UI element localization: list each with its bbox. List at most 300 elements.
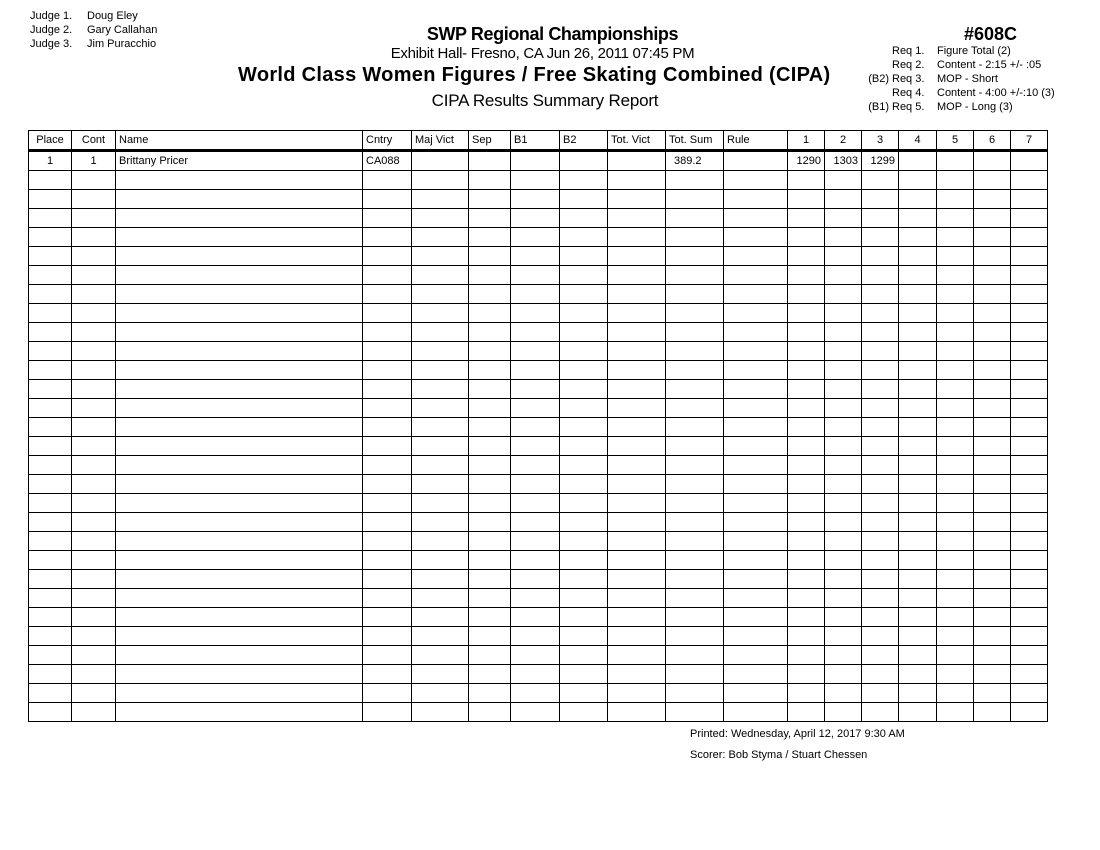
- table-cell: [363, 361, 412, 380]
- column-header: Tot. Vict: [608, 131, 666, 151]
- table-cell: [116, 304, 363, 323]
- table-cell: [862, 171, 899, 190]
- table-cell: [937, 513, 974, 532]
- table-cell: [560, 171, 608, 190]
- column-header: Place: [29, 131, 72, 151]
- table-cell: [1011, 247, 1048, 266]
- column-header: Tot. Sum: [666, 131, 724, 151]
- column-header: 6: [974, 131, 1011, 151]
- table-cell: [1011, 475, 1048, 494]
- table-cell: [511, 513, 560, 532]
- table-cell: [1011, 608, 1048, 627]
- table-row: [29, 665, 1048, 684]
- table-cell: [666, 437, 724, 456]
- table-cell: [412, 703, 469, 722]
- table-cell: [560, 646, 608, 665]
- table-cell: [116, 551, 363, 570]
- table-cell: [666, 513, 724, 532]
- table-cell: [937, 190, 974, 209]
- table-cell: [825, 228, 862, 247]
- table-cell: [560, 247, 608, 266]
- table-cell: [560, 266, 608, 285]
- table-cell: [608, 494, 666, 513]
- table-cell: [937, 171, 974, 190]
- table-cell: [974, 608, 1011, 627]
- column-header: Cntry: [363, 131, 412, 151]
- table-cell: [412, 228, 469, 247]
- table-cell: [788, 589, 825, 608]
- table-cell: [469, 494, 511, 513]
- table-header-row: [29, 131, 1048, 151]
- table-cell: [116, 608, 363, 627]
- table-cell: [974, 551, 1011, 570]
- table-cell: [412, 475, 469, 494]
- table-cell: [116, 570, 363, 589]
- table-cell: [511, 285, 560, 304]
- table-cell: [862, 437, 899, 456]
- table-cell: [788, 627, 825, 646]
- table-cell: [116, 399, 363, 418]
- table-cell: [29, 513, 72, 532]
- table-cell: [788, 342, 825, 361]
- table-cell: [511, 342, 560, 361]
- table-cell: [72, 437, 116, 456]
- table-cell: [412, 171, 469, 190]
- table-cell: [937, 665, 974, 684]
- table-cell: [29, 475, 72, 494]
- table-cell: [724, 475, 788, 494]
- table-cell: [363, 418, 412, 437]
- table-cell: [899, 437, 937, 456]
- table-cell: [363, 247, 412, 266]
- table-cell: [469, 361, 511, 380]
- table-cell: [29, 209, 72, 228]
- table-cell: [511, 151, 560, 171]
- table-cell: [608, 171, 666, 190]
- table-cell: [72, 266, 116, 285]
- table-cell: [974, 380, 1011, 399]
- table-cell: [666, 532, 724, 551]
- table-cell: [1011, 570, 1048, 589]
- table-cell: [29, 608, 72, 627]
- table-cell: [72, 456, 116, 475]
- table-cell: [608, 570, 666, 589]
- table-cell: [29, 456, 72, 475]
- table-cell: [666, 494, 724, 513]
- table-cell: [560, 627, 608, 646]
- table-cell: [862, 475, 899, 494]
- table-row: [29, 456, 1048, 475]
- table-cell: [511, 494, 560, 513]
- table-cell: [666, 380, 724, 399]
- table-cell: [862, 665, 899, 684]
- table-cell: [560, 418, 608, 437]
- table-cell: [1011, 551, 1048, 570]
- table-cell: [666, 190, 724, 209]
- table-cell: [666, 608, 724, 627]
- table-cell: [862, 627, 899, 646]
- table-cell: [560, 475, 608, 494]
- table-cell: [788, 418, 825, 437]
- table-cell: [1011, 665, 1048, 684]
- table-cell: [29, 304, 72, 323]
- table-cell: [1011, 171, 1048, 190]
- requirement-1: Req 1. Figure Total (2): [892, 45, 1011, 57]
- event-number: #608C: [964, 24, 1018, 44]
- table-cell: [937, 342, 974, 361]
- table-cell: [363, 323, 412, 342]
- table-cell: [825, 380, 862, 399]
- table-cell: [862, 551, 899, 570]
- table-cell: [116, 247, 363, 266]
- table-cell: [116, 190, 363, 209]
- table-cell: [1011, 399, 1048, 418]
- table-row: [29, 646, 1048, 665]
- table-cell: [469, 418, 511, 437]
- table-cell: [825, 437, 862, 456]
- table-cell: [363, 304, 412, 323]
- table-cell: [666, 247, 724, 266]
- table-cell: [862, 342, 899, 361]
- table-cell: 1299: [862, 151, 899, 171]
- table-cell: [974, 209, 1011, 228]
- table-cell: [608, 285, 666, 304]
- table-cell: [72, 418, 116, 437]
- table-cell: [825, 418, 862, 437]
- table-cell: [899, 380, 937, 399]
- table-cell: [825, 342, 862, 361]
- table-cell: [511, 608, 560, 627]
- table-cell: [412, 190, 469, 209]
- table-cell: [116, 361, 363, 380]
- table-cell: [862, 456, 899, 475]
- table-cell: [72, 361, 116, 380]
- table-cell: [1011, 151, 1048, 171]
- table-cell: [862, 190, 899, 209]
- table-cell: [862, 703, 899, 722]
- table-cell: [412, 513, 469, 532]
- table-cell: [974, 228, 1011, 247]
- table-cell: [937, 380, 974, 399]
- table-row: [29, 323, 1048, 342]
- table-cell: [974, 437, 1011, 456]
- table-cell: [974, 532, 1011, 551]
- table-cell: [825, 209, 862, 228]
- column-header: 3: [862, 131, 899, 151]
- table-cell: [469, 399, 511, 418]
- table-cell: [511, 589, 560, 608]
- table-cell: [862, 589, 899, 608]
- table-cell: [469, 285, 511, 304]
- table-cell: [724, 627, 788, 646]
- table-row: [29, 494, 1048, 513]
- table-cell: [899, 570, 937, 589]
- table-cell: [1011, 513, 1048, 532]
- table-cell: [511, 228, 560, 247]
- table-cell: [29, 190, 72, 209]
- table-cell: [72, 304, 116, 323]
- table-cell: [666, 209, 724, 228]
- table-cell: [862, 228, 899, 247]
- table-cell: [974, 589, 1011, 608]
- table-cell: [412, 304, 469, 323]
- table-cell: [666, 570, 724, 589]
- table-cell: [72, 475, 116, 494]
- table-cell: [72, 513, 116, 532]
- table-cell: [899, 399, 937, 418]
- table-cell: [560, 551, 608, 570]
- table-cell: [469, 190, 511, 209]
- table-cell: [72, 228, 116, 247]
- table-row: [29, 437, 1048, 456]
- table-cell: [788, 703, 825, 722]
- table-cell: [72, 646, 116, 665]
- table-cell: [724, 190, 788, 209]
- table-cell: [937, 475, 974, 494]
- table-cell: [29, 627, 72, 646]
- table-cell: [469, 437, 511, 456]
- table-cell: [862, 684, 899, 703]
- table-cell: [825, 665, 862, 684]
- table-cell: [937, 228, 974, 247]
- table-cell: [469, 475, 511, 494]
- table-cell: [511, 304, 560, 323]
- table-cell: [724, 608, 788, 627]
- table-cell: [72, 323, 116, 342]
- table-row: [29, 228, 1048, 247]
- table-cell: [560, 399, 608, 418]
- table-cell: [666, 304, 724, 323]
- table-row: [29, 589, 1048, 608]
- judge-2: Judge 2. Gary Callahan: [30, 24, 158, 36]
- table-cell: [899, 475, 937, 494]
- table-cell: [788, 551, 825, 570]
- table-cell: [666, 475, 724, 494]
- table-cell: [560, 570, 608, 589]
- table-cell: [666, 361, 724, 380]
- table-cell: [788, 513, 825, 532]
- table-cell: [974, 151, 1011, 171]
- table-cell: [1011, 684, 1048, 703]
- table-cell: [560, 323, 608, 342]
- table-cell: [511, 570, 560, 589]
- table-cell: [511, 437, 560, 456]
- competition-title: SWP Regional Championships: [426, 24, 679, 44]
- table-cell: [469, 513, 511, 532]
- table-cell: [72, 190, 116, 209]
- column-header: Cont: [72, 131, 116, 151]
- table-row: [29, 266, 1048, 285]
- table-cell: [412, 209, 469, 228]
- table-cell: [974, 399, 1011, 418]
- table-cell: [72, 532, 116, 551]
- table-cell: [608, 437, 666, 456]
- table-cell: [72, 399, 116, 418]
- table-cell: [363, 703, 412, 722]
- table-cell: [469, 209, 511, 228]
- table-cell: [469, 703, 511, 722]
- table-cell: [560, 684, 608, 703]
- table-cell: [1011, 494, 1048, 513]
- table-cell: [29, 247, 72, 266]
- table-cell: [412, 646, 469, 665]
- table-cell: [363, 570, 412, 589]
- table-cell: [899, 646, 937, 665]
- requirements-list: [855, 44, 1055, 114]
- table-cell: [29, 494, 72, 513]
- table-cell: [511, 380, 560, 399]
- table-cell: [560, 304, 608, 323]
- table-cell: [666, 456, 724, 475]
- table-cell: [825, 513, 862, 532]
- table-cell: [469, 551, 511, 570]
- table-cell: [608, 190, 666, 209]
- table-cell: [29, 323, 72, 342]
- table-row: [29, 418, 1048, 437]
- report-title: CIPA Results Summary Report: [431, 91, 659, 110]
- table-cell: [469, 532, 511, 551]
- table-cell: [788, 646, 825, 665]
- table-cell: [608, 475, 666, 494]
- table-cell: [560, 190, 608, 209]
- table-cell: [788, 456, 825, 475]
- table-cell: [412, 380, 469, 399]
- table-cell: [363, 532, 412, 551]
- table-cell: [469, 380, 511, 399]
- table-cell: [469, 266, 511, 285]
- table-cell: [608, 304, 666, 323]
- table-cell: [116, 209, 363, 228]
- table-cell: [469, 456, 511, 475]
- table-cell: [608, 266, 666, 285]
- table-cell: [724, 684, 788, 703]
- table-cell: [511, 190, 560, 209]
- table-cell: [788, 399, 825, 418]
- table-cell: [937, 608, 974, 627]
- table-cell: [788, 684, 825, 703]
- table-cell: [608, 665, 666, 684]
- table-cell: [72, 703, 116, 722]
- table-cell: [72, 570, 116, 589]
- column-header: 5: [937, 131, 974, 151]
- table-cell: [469, 228, 511, 247]
- table-cell: [1011, 703, 1048, 722]
- table-cell: [1011, 589, 1048, 608]
- table-cell: [29, 684, 72, 703]
- table-cell: [974, 285, 1011, 304]
- table-cell: [937, 494, 974, 513]
- column-header: Name: [116, 131, 363, 151]
- table-cell: [511, 399, 560, 418]
- table-cell: [937, 304, 974, 323]
- table-cell: [724, 266, 788, 285]
- table-cell: [899, 703, 937, 722]
- table-cell: [363, 627, 412, 646]
- table-cell: [412, 437, 469, 456]
- table-cell: [825, 494, 862, 513]
- table-cell: [469, 646, 511, 665]
- table-cell: [412, 361, 469, 380]
- table-cell: [608, 361, 666, 380]
- table-row: [29, 551, 1048, 570]
- table-cell: [788, 209, 825, 228]
- table-cell: [608, 627, 666, 646]
- table-row: [29, 399, 1048, 418]
- table-cell: [1011, 380, 1048, 399]
- table-row: [29, 171, 1048, 190]
- table-cell: [899, 665, 937, 684]
- table-cell: [974, 684, 1011, 703]
- table-cell: [788, 323, 825, 342]
- table-cell: [469, 342, 511, 361]
- table-cell: [862, 608, 899, 627]
- table-cell: [412, 494, 469, 513]
- table-cell: [1011, 532, 1048, 551]
- table-row: [29, 247, 1048, 266]
- table-cell: [724, 247, 788, 266]
- table-cell: [974, 190, 1011, 209]
- table-cell: [72, 247, 116, 266]
- table-cell: [560, 608, 608, 627]
- table-cell: [899, 323, 937, 342]
- table-cell: [608, 399, 666, 418]
- table-cell: [937, 361, 974, 380]
- table-cell: [363, 437, 412, 456]
- table-cell: [29, 589, 72, 608]
- table-cell: [608, 532, 666, 551]
- table-cell: [899, 684, 937, 703]
- table-cell: [29, 703, 72, 722]
- table-cell: [1011, 304, 1048, 323]
- table-cell: [666, 418, 724, 437]
- table-cell: [412, 456, 469, 475]
- table-cell: [1011, 228, 1048, 247]
- table-cell: [724, 342, 788, 361]
- table-cell: [29, 171, 72, 190]
- table-cell: [116, 703, 363, 722]
- table-cell: [116, 323, 363, 342]
- table-cell: [412, 570, 469, 589]
- table-cell: [608, 646, 666, 665]
- table-row: [29, 513, 1048, 532]
- table-cell: [116, 513, 363, 532]
- table-cell: [560, 437, 608, 456]
- table-cell: [974, 646, 1011, 665]
- table-row: [29, 209, 1048, 228]
- table-cell: [560, 532, 608, 551]
- table-cell: [862, 361, 899, 380]
- table-cell: [469, 608, 511, 627]
- table-cell: [469, 151, 511, 171]
- table-cell: [974, 570, 1011, 589]
- table-cell: Brittany Pricer: [116, 151, 363, 171]
- table-cell: 1303: [825, 151, 862, 171]
- venue-date: Exhibit Hall- Fresno, CA Jun 26, 2011 07:45 PM: [390, 45, 695, 62]
- table-cell: [1011, 361, 1048, 380]
- table-cell: [666, 399, 724, 418]
- table-cell: [899, 513, 937, 532]
- table-cell: [560, 209, 608, 228]
- table-cell: [937, 627, 974, 646]
- table-cell: [511, 323, 560, 342]
- table-cell: [1011, 627, 1048, 646]
- table-cell: [116, 266, 363, 285]
- table-cell: [862, 209, 899, 228]
- table-cell: [469, 684, 511, 703]
- table-cell: [608, 342, 666, 361]
- table-cell: [511, 266, 560, 285]
- table-row: [29, 703, 1048, 722]
